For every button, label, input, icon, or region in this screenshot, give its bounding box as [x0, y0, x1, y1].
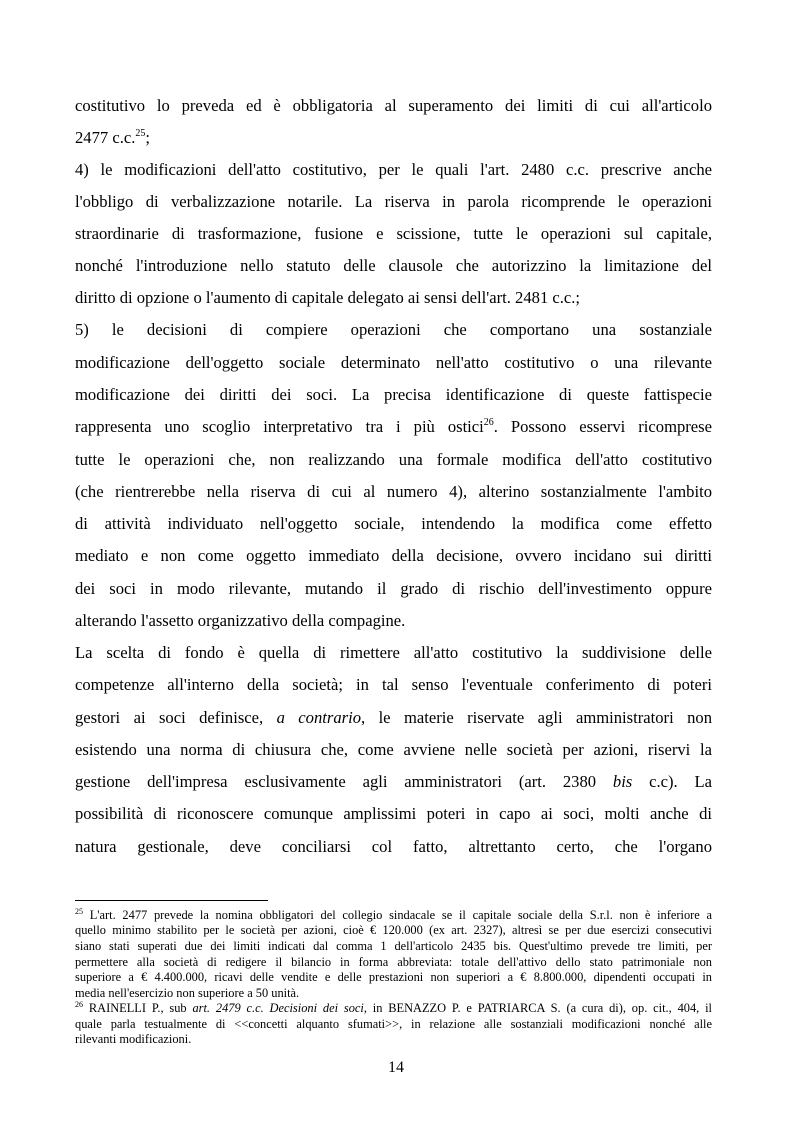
body-text-line: 4) le modificazioni dell'atto costitutivo, per le quali l'art. 2480 c.c. prescrive anche [75, 160, 712, 179]
footnote-reference-25[interactable]: 25 [135, 128, 146, 139]
footnote-25-line: quello minimo stabilito per le società per azioni, cioè € 120.000 (ex art. 2327), altresì se per due esercizi consecutivi [75, 923, 712, 937]
body-text-line: La scelta di fondo è quella di rimettere all'atto costitutivo la suddivisione delle [75, 643, 712, 662]
body-text-line: tutte le operazioni che, non realizzando una formale modifica dell'atto costitutivo [75, 450, 712, 469]
body-text-line: alterando l'assetto organizzativo della compagine. [75, 611, 406, 630]
body-text-line: di attività individuato nell'oggetto sociale, intendendo la modifica come effetto [75, 514, 712, 533]
italic-term: bis [612, 772, 633, 791]
footnote-26-line: quale parla testualmente di <<concetti alquanto sfumati>>, in relazione alle sostanziali modificazioni nonché alle [75, 1017, 712, 1031]
body-text-line: straordinarie di trasformazione, fusione e scissione, tutte le operazioni sul capitale, [75, 224, 712, 243]
body-text-line: diritto di opzione o l'aumento di capitale delegato ai sensi dell'art. 2481 c.c.; [75, 288, 581, 307]
footnote-separator [75, 900, 268, 901]
body-text-fragment: gestori ai soci definisce, [75, 708, 264, 727]
footnote-25-line: superiore a € 4.400.000, ricavi delle vendite e delle prestazioni non superiori a € 8.800.000, dipendenti occupati in [75, 970, 712, 984]
body-text-fragment: 2477 c.c. [75, 128, 136, 147]
body-text-line [75, 417, 712, 437]
footnote-25-line: permettere alla società di redigere il bilancio in forma abbreviata: totale dell'attivo dello stato patrimoniale non [75, 955, 712, 969]
body-text-line [75, 128, 712, 148]
footnote-number-26: 26 [75, 1000, 83, 1009]
footnote-26-line: rilevanti modificazioni. [75, 1032, 192, 1046]
body-text-line: 5) le decisioni di compiere operazioni che comportano una sostanziale [75, 320, 712, 339]
footnote-text: L'art. 2477 prevede la nomina obbligatori del collegio sindacale se il capitale sociale della S.r.l. non è inferiore a [89, 908, 712, 922]
body-text-line: competenze all'interno della società; in tal senso l'eventuale conferimento di poteri [75, 675, 712, 694]
body-text-fragment: ; [145, 128, 150, 147]
body-text-line: mediato e non come oggetto immediato della decisione, ovvero incidano sui diritti [75, 546, 712, 565]
body-text-line: esistendo una norma di chiusura che, come avviene nelle società per azioni, riservi la [75, 740, 712, 759]
body-text-line [75, 772, 712, 792]
italic-citation: art. 2479 c.c. Decisioni dei soci [192, 1001, 364, 1015]
body-text-line [75, 708, 712, 728]
footnote-25-line: media nell'esercizio non superiore a 50 unità. [75, 986, 300, 1000]
body-text-line: modificazione dell'oggetto sociale determinato nell'atto costitutivo o una rilevante [75, 353, 712, 372]
body-text-line: (che rientrerebbe nella riserva di cui al numero 4), alterino sostanzialmente l'ambito [75, 482, 712, 501]
footnote-26-line [75, 1001, 712, 1015]
footnote-text: RAINELLI P., sub [88, 1001, 187, 1015]
body-text-line: nonché l'introduzione nello statuto delle clausole che autorizzino la limitazione del [75, 256, 712, 275]
footnote-25-line [75, 908, 712, 922]
body-text-line: l'obbligo di verbalizzazione notarile. La riserva in parola ricomprende le operazioni [75, 192, 712, 211]
body-text-line: costitutivo lo preveda ed è obbligatoria al superamento dei limiti di cui all'articolo [75, 96, 712, 115]
page-number: 14 [388, 1059, 404, 1076]
body-text-fragment: c.c). La [649, 772, 713, 791]
footnote-number-25: 25 [75, 907, 83, 916]
body-text-fragment: gestione dell'impresa esclusivamente agli amministratori (art. 2380 [75, 772, 597, 791]
body-text-fragment: , le materie riservate agli amministratori non [361, 708, 712, 727]
footnote-25-line: siano stati superati due dei limiti indicati dal comma 1 dell'articolo 2435 bis. Quest'ultimo prevede tre limiti, per [75, 939, 712, 953]
italic-term: a contrario [276, 708, 361, 727]
footnote-reference-26[interactable]: 26 [483, 417, 494, 428]
body-text-line: natura gestionale, deve conciliarsi col fatto, altrettanto certo, che l'organo [75, 837, 712, 856]
body-text-fragment: rappresenta uno scoglio interpretativo tra i più ostici [75, 417, 484, 436]
body-text-line: possibilità di riconoscere comunque amplissimi poteri in capo ai soci, molti anche di [75, 804, 712, 823]
body-text-line: modificazione dei diritti dei soci. La precisa identificazione di queste fattispecie [75, 385, 712, 404]
footnote-text: , in BENAZZO P. e PATRIARCA S. (a cura di), op. cit., 404, il [363, 1001, 712, 1015]
body-text-fragment: . Possono esservi ricomprese [493, 417, 712, 436]
body-text-line: dei soci in modo rilevante, mutando il grado di rischio dell'investimento oppure [75, 579, 712, 598]
